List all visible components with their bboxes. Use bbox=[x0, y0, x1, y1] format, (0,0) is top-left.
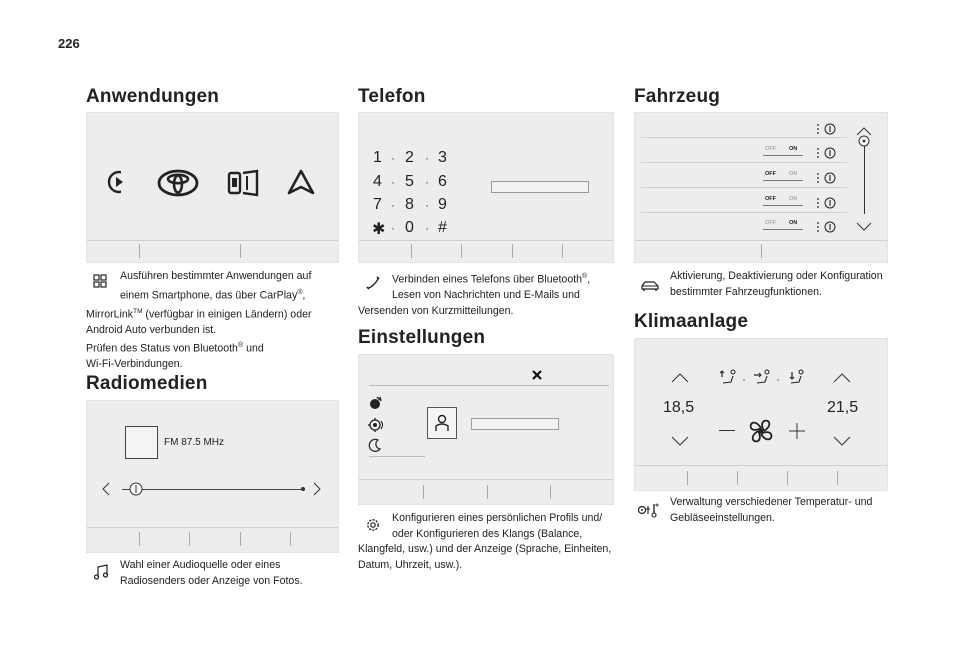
temperature-left: 18,5 bbox=[663, 399, 695, 416]
section-title-telefon: Telefon bbox=[358, 86, 426, 107]
seat-airflow-icon[interactable] bbox=[719, 369, 737, 392]
seat-airflow-icon[interactable] bbox=[787, 369, 805, 392]
section-title-radiomedien: Radiomedien bbox=[86, 373, 208, 394]
info-icon[interactable] bbox=[817, 146, 837, 164]
screen-radiomedien bbox=[86, 400, 339, 553]
profile-icon bbox=[434, 414, 450, 437]
carplay-icon[interactable] bbox=[107, 169, 131, 200]
chevron-left-icon[interactable] bbox=[102, 482, 110, 501]
keypad-key[interactable]: ✱ bbox=[372, 221, 386, 238]
keypad-key[interactable]: 7 bbox=[373, 196, 382, 213]
frequency-slider-track[interactable] bbox=[122, 489, 305, 490]
screen-einstellungen bbox=[358, 354, 614, 505]
close-icon[interactable] bbox=[532, 367, 542, 385]
keypad-key[interactable]: 1 bbox=[373, 149, 382, 166]
page-number: 226 bbox=[58, 36, 80, 51]
keypad-key[interactable]: 0 bbox=[405, 219, 414, 236]
brightness-icon[interactable] bbox=[368, 396, 382, 415]
chevron-up-icon[interactable] bbox=[833, 370, 851, 388]
description-einstellungen: Konfigurieren eines persönlichen Profils und/ oder Konfigurieren des Klangs (Balance, Klangfeld, usw.) und der Anzeige (Sprache, Einheiten, Datum, Uhrzeit, usw.). bbox=[358, 512, 612, 571]
section-title-einstellungen: Einstellungen bbox=[358, 327, 486, 348]
toggle-switch[interactable]: OFF ON bbox=[763, 146, 803, 156]
chevron-down-icon[interactable] bbox=[856, 218, 872, 236]
section-title-fahrzeug: Fahrzeug bbox=[634, 86, 721, 107]
description-anwendungen: Ausführen bestimmter Anwendungen auf einem Smartphone, das über CarPlay®, MirrorLink™ (verfügbar in einigen Ländern) oder Android Auto verbunden ist. Prüfen des Status von Bluetooth® und Wi-Fi-Verbindungen. bbox=[86, 270, 312, 371]
keypad-key[interactable]: 6 bbox=[438, 173, 447, 190]
description-klimaanlage: Verwaltung verschiedener Temperatur- und Gebläseeinstellungen. bbox=[670, 496, 873, 524]
settings-field[interactable] bbox=[471, 418, 559, 430]
frequency-slider-handle[interactable] bbox=[129, 482, 143, 501]
keypad-key[interactable]: 5 bbox=[405, 173, 414, 190]
album-art-placeholder bbox=[125, 426, 158, 459]
phone-number-field[interactable] bbox=[491, 181, 589, 193]
keypad-key[interactable]: 8 bbox=[405, 196, 414, 213]
chevron-down-icon[interactable] bbox=[833, 433, 851, 451]
screen-fahrzeug bbox=[634, 112, 888, 263]
description-fahrzeug: Aktivierung, Deaktivierung oder Konfiguration bestimmter Fahrzeugfunktionen. bbox=[670, 270, 883, 298]
keypad-key[interactable]: # bbox=[438, 219, 447, 236]
chevron-up-icon[interactable] bbox=[671, 370, 689, 388]
seat-airflow-icon[interactable] bbox=[753, 369, 771, 392]
chevron-down-icon[interactable] bbox=[671, 433, 689, 451]
fan-increase-button[interactable] bbox=[789, 423, 805, 444]
toggle-switch[interactable]: OFF ON bbox=[763, 220, 803, 230]
profile-button[interactable] bbox=[427, 407, 457, 439]
scroll-track[interactable] bbox=[864, 146, 865, 214]
screen-klimaanlage: 18,5 21,5 · · bbox=[634, 338, 888, 491]
audio-icon[interactable] bbox=[367, 417, 383, 438]
moon-icon[interactable] bbox=[368, 438, 382, 457]
keypad-key[interactable]: 3 bbox=[438, 149, 447, 166]
radio-station-label: FM 87.5 MHz bbox=[164, 437, 225, 448]
mirrorlink-icon[interactable] bbox=[227, 169, 259, 202]
toggle-switch[interactable]: OFF ON bbox=[763, 196, 803, 206]
android-auto-icon[interactable] bbox=[287, 169, 315, 202]
fan-decrease-button[interactable] bbox=[719, 430, 735, 431]
info-icon[interactable] bbox=[817, 196, 837, 214]
screen-anwendungen bbox=[86, 112, 339, 263]
keypad-key[interactable]: 9 bbox=[438, 196, 447, 213]
keypad-key[interactable]: 4 bbox=[373, 173, 382, 190]
description-telefon: Verbinden eines Telefons über Bluetooth®, Lesen von Nachrichten und E-Mails und Versenden von Kurzmitteilungen. bbox=[358, 273, 591, 317]
info-icon[interactable] bbox=[817, 220, 837, 238]
info-icon[interactable] bbox=[817, 122, 837, 140]
description-radiomedien: Wahl einer Audioquelle oder eines Radiosenders oder Anzeige von Fotos. bbox=[120, 559, 303, 587]
temperature-right: 21,5 bbox=[827, 399, 859, 416]
info-icon[interactable] bbox=[817, 171, 837, 189]
chevron-right-icon[interactable] bbox=[313, 482, 321, 501]
keypad-key[interactable]: 2 bbox=[405, 149, 414, 166]
toggle-switch[interactable]: OFF ON bbox=[763, 171, 803, 181]
toyota-logo-icon[interactable] bbox=[157, 169, 199, 202]
section-title-klimaanlage: Klimaanlage bbox=[634, 311, 749, 332]
section-title-anwendungen: Anwendungen bbox=[86, 86, 220, 107]
fan-icon[interactable] bbox=[747, 417, 775, 450]
screen-telefon: 1 · 2 · 3 4 · 5 · 6 7 · 8 · 9 ✱ · 0 · # bbox=[358, 112, 614, 263]
